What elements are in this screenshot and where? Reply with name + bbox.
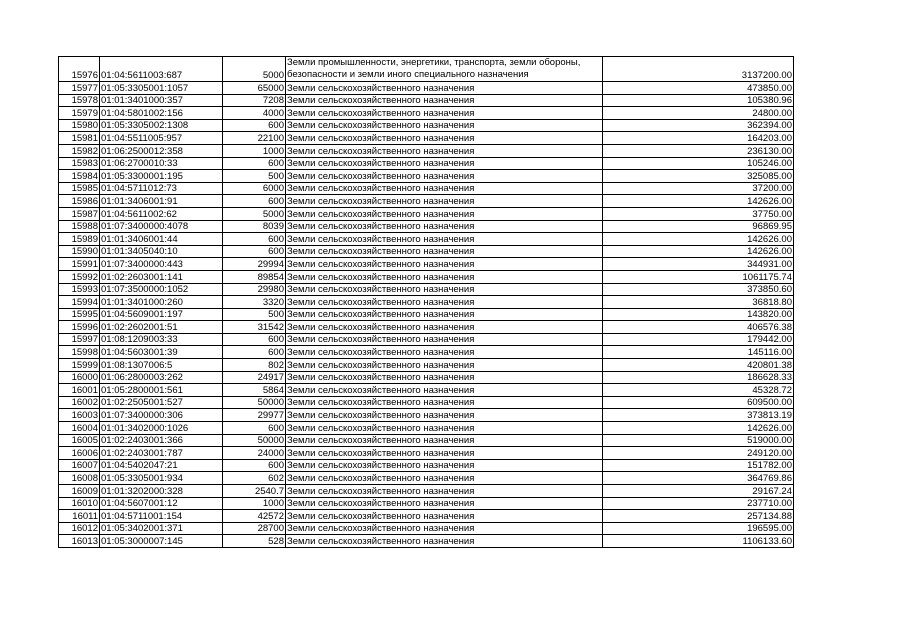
cadastral-value-cell: 37750.00 [603,207,794,220]
area-cell: 4000 [223,107,286,120]
table-row [59,371,794,384]
cadastral-value-cell: 45328.72 [603,384,794,397]
row-number-cell: 15979 [59,107,100,120]
area-cell: 600 [223,195,286,208]
cadastral-number-cell: 01:02:2403001:366 [100,434,223,447]
land-category-cell: Земли сельскохозяйственного назначения [286,258,603,271]
table-row [59,220,794,233]
cadastral-number-cell: 01:05:3300001:195 [100,170,223,183]
land-category-cell: Земли сельскохозяйственного назначения [286,94,603,107]
cadastral-value-cell: 96869.95 [603,220,794,233]
row-number-cell: 15977 [59,82,100,95]
cadastral-value-cell: 1106133.60 [603,535,794,548]
row-number-cell: 15980 [59,119,100,132]
cadastral-number-cell: 01:04:5711001:154 [100,510,223,523]
cadastral-number-cell: 01:01:3406001:44 [100,233,223,246]
cadastral-value-cell: 236130.00 [603,144,794,157]
table-row [59,195,794,208]
table-row [59,170,794,183]
table-row [59,434,794,447]
cadastral-number-cell: 01:04:5609001:197 [100,308,223,321]
cadastral-number-cell: 01:04:5402047:21 [100,459,223,472]
area-cell: 500 [223,308,286,321]
cadastral-value-cell: 373850.60 [603,283,794,296]
table-row [59,57,794,82]
cadastral-value-cell: 473850.00 [603,82,794,95]
area-cell: 1000 [223,144,286,157]
table-row [59,82,794,95]
cadastral-number-cell: 01:05:2800001:561 [100,384,223,397]
land-category-cell: Земли сельскохозяйственного назначения [286,409,603,422]
table-row [59,422,794,435]
row-number-cell: 15991 [59,258,100,271]
row-number-cell: 15987 [59,207,100,220]
cadastral-number-cell: 01:07:3400000:306 [100,409,223,422]
area-cell: 600 [223,119,286,132]
table-row [59,207,794,220]
land-category-cell: Земли сельскохозяйственного назначения [286,195,603,208]
land-category-cell: Земли сельскохозяйственного назначения [286,233,603,246]
area-cell: 3320 [223,296,286,309]
cadastral-number-cell: 01:06:2500012:358 [100,144,223,157]
cadastral-number-cell: 01:05:3305001:1057 [100,82,223,95]
row-number-cell: 15985 [59,182,100,195]
table-row [59,233,794,246]
table-row [59,409,794,422]
land-category-cell: Земли сельскохозяйственного назначения [286,384,603,397]
cadastral-value-cell: 325085.00 [603,170,794,183]
area-cell: 65000 [223,82,286,95]
cadastral-value-cell: 143820.00 [603,308,794,321]
table-row [59,132,794,145]
area-cell: 6000 [223,182,286,195]
table-row [59,119,794,132]
cadastral-value-cell: 362394.00 [603,119,794,132]
area-cell: 5000 [223,207,286,220]
area-cell: 89854 [223,270,286,283]
land-category-cell: Земли сельскохозяйственного назначения [286,396,603,409]
area-cell: 24000 [223,447,286,460]
table-row [59,396,794,409]
land-category-cell: Земли сельскохозяйственного назначения [286,270,603,283]
area-cell: 28700 [223,522,286,535]
area-cell: 7208 [223,94,286,107]
table-body [59,57,794,548]
table-row [59,321,794,334]
table-row [59,182,794,195]
row-number-cell: 16000 [59,371,100,384]
cadastral-number-cell: 01:08:1209003:33 [100,333,223,346]
cadastral-value-cell: 142626.00 [603,422,794,435]
cadastral-number-cell: 01:06:2700010:33 [100,157,223,170]
table-row [59,258,794,271]
table-row [59,346,794,359]
area-cell: 29977 [223,409,286,422]
row-number-cell: 16002 [59,396,100,409]
land-category-cell: Земли сельскохозяйственного назначения [286,459,603,472]
area-cell: 602 [223,472,286,485]
row-number-cell: 15992 [59,270,100,283]
land-category-cell: Земли сельскохозяйственного назначения [286,296,603,309]
row-number-cell: 15978 [59,94,100,107]
table-row [59,510,794,523]
land-category-cell: Земли сельскохозяйственного назначения [286,132,603,145]
land-category-cell: Земли промышленности, энергетики, транспорта, земли обороны, безопасности и земли иного специального назначения [286,57,603,82]
cadastral-value-cell: 237710.00 [603,497,794,510]
cadastral-value-cell: 186628.33 [603,371,794,384]
cadastral-number-cell: 01:02:2603001:141 [100,270,223,283]
land-category-cell: Земли сельскохозяйственного назначения [286,371,603,384]
row-number-cell: 15986 [59,195,100,208]
row-number-cell: 16010 [59,497,100,510]
land-category-cell: Земли сельскохозяйственного назначения [286,333,603,346]
cadastral-value-cell: 344931.00 [603,258,794,271]
row-number-cell: 15998 [59,346,100,359]
cadastral-value-cell: 142626.00 [603,245,794,258]
cadastral-value-cell: 519000.00 [603,434,794,447]
land-category-cell: Земли сельскохозяйственного назначения [286,182,603,195]
cadastral-value-cell: 609500.00 [603,396,794,409]
area-cell: 29980 [223,283,286,296]
land-category-cell: Земли сельскохозяйственного назначения [286,220,603,233]
area-cell: 802 [223,359,286,372]
cadastral-value-cell: 3137200.00 [603,57,794,82]
cadastral-number-cell: 01:04:5607001:12 [100,497,223,510]
area-cell: 50000 [223,396,286,409]
area-cell: 24917 [223,371,286,384]
land-category-cell: Земли сельскохозяйственного назначения [286,119,603,132]
row-number-cell: 15983 [59,157,100,170]
cadastral-value-cell: 105246.00 [603,157,794,170]
cadastral-number-cell: 01:02:2602001:51 [100,321,223,334]
row-number-cell: 15981 [59,132,100,145]
cadastral-number-cell: 01:04:5801002:156 [100,107,223,120]
table-row [59,472,794,485]
table-row [59,296,794,309]
cadastral-value-cell: 196595.00 [603,522,794,535]
row-number-cell: 15989 [59,233,100,246]
land-category-cell: Земли сельскохозяйственного назначения [286,447,603,460]
land-category-cell: Земли сельскохозяйственного назначения [286,522,603,535]
row-number-cell: 15995 [59,308,100,321]
land-category-cell: Земли сельскохозяйственного назначения [286,245,603,258]
cadastral-number-cell: 01:01:3401000:260 [100,296,223,309]
cadastral-value-cell: 364769.86 [603,472,794,485]
cadastral-value-cell: 24800.00 [603,107,794,120]
land-category-cell: Земли сельскохозяйственного назначения [286,82,603,95]
row-number-cell: 16001 [59,384,100,397]
area-cell: 22100 [223,132,286,145]
cadastral-value-cell: 36818.80 [603,296,794,309]
row-number-cell: 16012 [59,522,100,535]
cadastral-number-cell: 01:02:2505001:527 [100,396,223,409]
cadastral-value-cell: 257134.88 [603,510,794,523]
area-cell: 528 [223,535,286,548]
table-row [59,384,794,397]
land-category-cell: Земли сельскохозяйственного назначения [286,283,603,296]
row-number-cell: 16006 [59,447,100,460]
area-cell: 31542 [223,321,286,334]
land-category-cell: Земли сельскохозяйственного назначения [286,107,603,120]
cadastral-value-cell: 179442.00 [603,333,794,346]
row-number-cell: 16008 [59,472,100,485]
cadastral-number-cell: 01:04:5611003:687 [100,57,223,82]
land-category-cell: Земли сельскохозяйственного назначения [286,359,603,372]
cadastral-value-cell: 142626.00 [603,195,794,208]
cadastral-number-cell: 01:01:3202000:328 [100,485,223,498]
cadastral-number-cell: 01:04:5603001:39 [100,346,223,359]
area-cell: 50000 [223,434,286,447]
row-number-cell: 15996 [59,321,100,334]
cadastral-value-cell: 420801.38 [603,359,794,372]
cadastral-number-cell: 01:01:3402000:1026 [100,422,223,435]
cadastral-number-cell: 01:04:5711012:73 [100,182,223,195]
area-cell: 29994 [223,258,286,271]
cadastral-value-cell: 37200.00 [603,182,794,195]
cadastral-value-cell: 249120.00 [603,447,794,460]
cadastral-value-cell: 373813.19 [603,409,794,422]
row-number-cell: 15994 [59,296,100,309]
table-row [59,459,794,472]
land-category-cell: Земли сельскохозяйственного назначения [286,510,603,523]
row-number-cell: 16013 [59,535,100,548]
cadastral-value-cell: 406576.38 [603,321,794,334]
land-category-cell: Земли сельскохозяйственного назначения [286,472,603,485]
table-row [59,359,794,372]
table-row [59,522,794,535]
row-number-cell: 15984 [59,170,100,183]
row-number-cell: 15976 [59,57,100,82]
land-category-cell: Земли сельскохозяйственного назначения [286,422,603,435]
row-number-cell: 15999 [59,359,100,372]
area-cell: 42572 [223,510,286,523]
row-number-cell: 16005 [59,434,100,447]
cadastral-value-cell: 1061175.74 [603,270,794,283]
row-number-cell: 16004 [59,422,100,435]
table-row [59,447,794,460]
cadastral-value-cell: 145116.00 [603,346,794,359]
table-row [59,144,794,157]
row-number-cell: 16007 [59,459,100,472]
cadastral-number-cell: 01:04:5611002:62 [100,207,223,220]
cadastral-number-cell: 01:02:2403001:787 [100,447,223,460]
row-number-cell: 15982 [59,144,100,157]
table-row [59,283,794,296]
area-cell: 2540.7 [223,485,286,498]
land-plots-table [58,56,794,548]
area-cell: 5864 [223,384,286,397]
cadastral-number-cell: 01:05:3305001:934 [100,472,223,485]
cadastral-number-cell: 01:07:3400000:443 [100,258,223,271]
cadastral-number-cell: 01:01:3405040:10 [100,245,223,258]
area-cell: 600 [223,245,286,258]
area-cell: 500 [223,170,286,183]
cadastral-value-cell: 164203.00 [603,132,794,145]
area-cell: 600 [223,233,286,246]
area-cell: 600 [223,422,286,435]
cadastral-value-cell: 29167.24 [603,485,794,498]
table-row [59,107,794,120]
row-number-cell: 15988 [59,220,100,233]
row-number-cell: 15993 [59,283,100,296]
land-category-cell: Земли сельскохозяйственного назначения [286,497,603,510]
cadastral-number-cell: 01:05:3000007:145 [100,535,223,548]
land-category-cell: Земли сельскохозяйственного назначения [286,485,603,498]
area-cell: 8039 [223,220,286,233]
land-category-cell: Земли сельскохозяйственного назначения [286,321,603,334]
cadastral-number-cell: 01:05:3402001:371 [100,522,223,535]
table-row [59,270,794,283]
land-category-cell: Земли сельскохозяйственного назначения [286,157,603,170]
table-row [59,535,794,548]
table-row [59,157,794,170]
cadastral-value-cell: 151782.00 [603,459,794,472]
land-category-cell: Земли сельскохозяйственного назначения [286,308,603,321]
cadastral-number-cell: 01:06:2800003:262 [100,371,223,384]
cadastral-number-cell: 01:04:5511005:957 [100,132,223,145]
area-cell: 600 [223,157,286,170]
area-cell: 1000 [223,497,286,510]
area-cell: 5000 [223,57,286,82]
cadastral-number-cell: 01:07:3400000:4078 [100,220,223,233]
table-row [59,485,794,498]
cadastral-number-cell: 01:08:1307006:5 [100,359,223,372]
table-row [59,94,794,107]
land-category-cell: Земли сельскохозяйственного назначения [286,144,603,157]
row-number-cell: 16003 [59,409,100,422]
row-number-cell: 16009 [59,485,100,498]
land-category-cell: Земли сельскохозяйственного назначения [286,170,603,183]
cadastral-number-cell: 01:01:3406001:91 [100,195,223,208]
table-row [59,245,794,258]
cadastral-number-cell: 01:05:3305002:1308 [100,119,223,132]
table-row [59,333,794,346]
row-number-cell: 15997 [59,333,100,346]
table-row [59,308,794,321]
area-cell: 600 [223,333,286,346]
land-category-cell: Земли сельскохозяйственного назначения [286,535,603,548]
cadastral-value-cell: 142626.00 [603,233,794,246]
area-cell: 600 [223,459,286,472]
land-category-cell: Земли сельскохозяйственного назначения [286,434,603,447]
row-number-cell: 16011 [59,510,100,523]
table-row [59,497,794,510]
land-category-cell: Земли сельскохозяйственного назначения [286,207,603,220]
land-category-cell: Земли сельскохозяйственного назначения [286,346,603,359]
cadastral-number-cell: 01:01:3401000:357 [100,94,223,107]
area-cell: 600 [223,346,286,359]
row-number-cell: 15990 [59,245,100,258]
cadastral-value-cell: 105380.96 [603,94,794,107]
cadastral-number-cell: 01:07:3500000:1052 [100,283,223,296]
